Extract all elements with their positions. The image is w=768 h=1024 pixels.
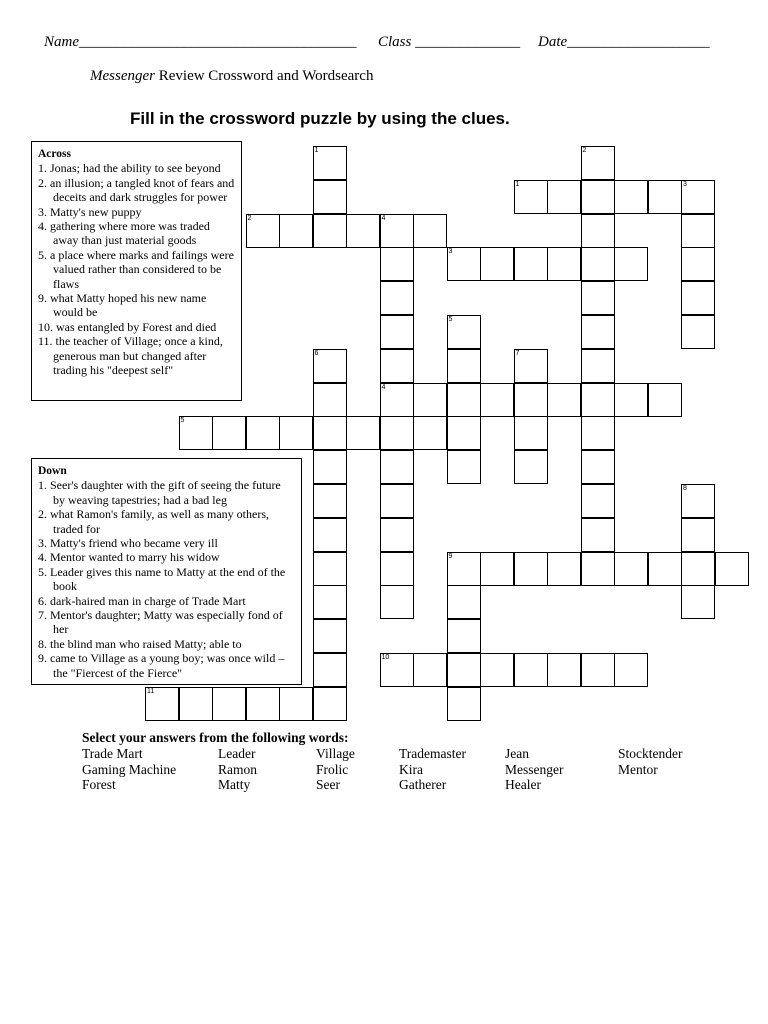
- crossword-cell[interactable]: [447, 383, 481, 417]
- crossword-cell[interactable]: [681, 552, 715, 586]
- down-clue-6: 6. dark-haired man in charge of Trade Mart: [38, 593, 246, 608]
- crossword-cell[interactable]: [313, 349, 347, 383]
- clue-number: 10: [381, 654, 390, 661]
- word-bank-item: Forest: [82, 777, 116, 792]
- crossword-cell[interactable]: [715, 552, 749, 586]
- word-bank-item: Village: [316, 746, 355, 761]
- crossword-cell[interactable]: [380, 247, 414, 281]
- word-bank-column-1: [82, 746, 176, 793]
- down-clue-2: 2. what Ramon's family, as well as many others, traded for: [38, 507, 270, 536]
- crossword-cell[interactable]: [447, 247, 481, 281]
- clue-number: 4: [381, 383, 386, 391]
- word-bank-item: Gaming Machine: [82, 761, 177, 777]
- word-bank-item: Jean: [505, 746, 529, 761]
- word-bank-item: Seer: [316, 777, 340, 792]
- crossword-cell[interactable]: [581, 180, 615, 214]
- crossword-cell[interactable]: [380, 383, 414, 417]
- crossword-cell[interactable]: [447, 315, 481, 349]
- down-clue-5: 5. Leader gives this name to Matty at the end of the book: [38, 564, 286, 594]
- crossword-cell[interactable]: [514, 247, 548, 281]
- crossword-cell[interactable]: [313, 687, 347, 721]
- crossword-cell[interactable]: [581, 349, 615, 383]
- crossword-cell[interactable]: [380, 450, 414, 484]
- crossword-cell[interactable]: [313, 450, 347, 484]
- crossword-cell[interactable]: [246, 416, 280, 450]
- class-field-label[interactable]: Class ______________: [378, 34, 521, 50]
- crossword-cell[interactable]: [279, 687, 313, 721]
- name-field-label[interactable]: Name_____________________________________: [44, 34, 357, 50]
- crossword-cell[interactable]: [581, 315, 615, 349]
- crossword-cell[interactable]: [380, 552, 414, 586]
- word-bank-item: Trademaster: [399, 746, 466, 761]
- word-bank-item: Frolic: [316, 761, 349, 777]
- down-clue-1: 1. Seer's daughter with the gift of seeing the future by weaving tapestries; had a bad leg: [38, 478, 281, 507]
- clue-number: 11: [147, 687, 155, 695]
- clue-number: 6: [314, 349, 319, 357]
- crossword-cell[interactable]: [614, 180, 648, 214]
- crossword-cell[interactable]: [447, 552, 481, 586]
- crossword-cell[interactable]: [447, 450, 481, 484]
- crossword-cell[interactable]: [447, 619, 481, 653]
- crossword-cell[interactable]: [413, 383, 447, 417]
- clue-number: 4: [381, 214, 386, 222]
- crossword-cell[interactable]: [447, 687, 481, 721]
- crossword-cell[interactable]: [681, 585, 715, 619]
- crossword-cell[interactable]: [547, 247, 581, 281]
- crossword-cell[interactable]: [648, 383, 682, 417]
- down-clue-8: 8. the blind man who raised Matty; able to: [38, 636, 242, 651]
- crossword-cell[interactable]: [514, 653, 548, 687]
- crossword-cell[interactable]: [514, 552, 548, 586]
- crossword-cell[interactable]: [514, 180, 548, 214]
- crossword-cell[interactable]: [246, 687, 280, 721]
- word-bank-item: Healer: [505, 777, 541, 792]
- word-bank-item: Ramon: [218, 761, 257, 777]
- down-clue-4: 4. Mentor wanted to marry his widow: [38, 550, 220, 565]
- crossword-cell[interactable]: [313, 585, 347, 619]
- clue-number: 5: [180, 417, 185, 425]
- across-clue-11: 11. the teacher of Village; once a kind, generous man but changed after trading his "deepest self": [38, 334, 223, 378]
- crossword-cell[interactable]: [413, 416, 447, 450]
- across-clue-3: 3. Matty's new puppy: [38, 204, 142, 219]
- word-bank-item: Kira: [399, 761, 423, 777]
- across-clue-1: 1. Jonas; had the ability to see beyond: [38, 161, 221, 176]
- crossword-cell[interactable]: [581, 383, 615, 417]
- crossword-cell[interactable]: [380, 518, 414, 552]
- crossword-cell[interactable]: [547, 180, 581, 214]
- crossword-cell[interactable]: [581, 247, 615, 281]
- crossword-cell[interactable]: [614, 383, 648, 417]
- crossword-cell[interactable]: [614, 552, 648, 586]
- clue-number: 3: [448, 248, 453, 256]
- crossword-cell[interactable]: [514, 416, 548, 450]
- across-clue-4: 4. gathering where more was traded away than just material goods: [38, 219, 210, 248]
- crossword-cell[interactable]: [346, 416, 380, 450]
- crossword-cell[interactable]: [581, 653, 615, 687]
- crossword-cell[interactable]: [614, 247, 648, 281]
- word-bank-item: Stocktender: [618, 746, 683, 761]
- crossword-cell[interactable]: [380, 315, 414, 349]
- crossword-cell[interactable]: [447, 653, 481, 687]
- crossword-cell[interactable]: [681, 518, 715, 552]
- across-clue-9: 9. what Matty hoped his new name would be: [38, 291, 207, 320]
- crossword-cell[interactable]: [614, 653, 648, 687]
- down-clues-box: [31, 458, 302, 685]
- crossword-cell[interactable]: [380, 281, 414, 315]
- crossword-cell[interactable]: [648, 180, 682, 214]
- crossword-cell[interactable]: [681, 315, 715, 349]
- crossword-cell[interactable]: [581, 416, 615, 450]
- crossword-cell[interactable]: [681, 247, 715, 281]
- crossword-cell[interactable]: [179, 687, 213, 721]
- word-bank-column-5: [505, 746, 563, 793]
- word-bank-column-6: [618, 746, 682, 777]
- crossword-cell[interactable]: [313, 180, 347, 214]
- crossword-cell[interactable]: [212, 687, 246, 721]
- crossword-cell[interactable]: [480, 552, 514, 586]
- clue-number: 2: [582, 147, 587, 154]
- crossword-cell[interactable]: [514, 349, 548, 383]
- crossword-cell[interactable]: [313, 383, 347, 417]
- crossword-cell[interactable]: [547, 552, 581, 586]
- crossword-cell[interactable]: [212, 416, 246, 450]
- word-bank-item: Matty: [218, 777, 251, 792]
- crossword-cell[interactable]: [447, 349, 481, 383]
- clue-number: 1: [314, 147, 319, 154]
- crossword-cell[interactable]: [581, 281, 615, 315]
- crossword-cell[interactable]: [581, 214, 615, 248]
- crossword-cell[interactable]: [145, 687, 179, 721]
- word-bank-column-2: [218, 746, 257, 793]
- crossword-cell[interactable]: [581, 146, 615, 180]
- crossword-cell[interactable]: [547, 653, 581, 687]
- down-heading: Down: [38, 465, 67, 477]
- across-clues-box: [31, 141, 242, 401]
- clue-number: 5: [448, 316, 453, 323]
- crossword-cell[interactable]: [179, 416, 213, 450]
- word-bank-item: Trade Mart: [82, 746, 143, 761]
- crossword-cell[interactable]: [313, 146, 347, 180]
- crossword-cell[interactable]: [313, 552, 347, 586]
- crossword-cell[interactable]: [380, 416, 414, 450]
- word-bank-title: Select your answers from the following words:: [82, 730, 349, 745]
- crossword-cell[interactable]: [413, 653, 447, 687]
- crossword-cell[interactable]: [681, 180, 715, 214]
- down-clue-3: 3. Matty's friend who became very ill: [38, 536, 218, 551]
- crossword-cell[interactable]: [581, 518, 615, 552]
- crossword-cell[interactable]: [581, 450, 615, 484]
- across-heading: Across: [38, 148, 72, 160]
- crossword-cell[interactable]: [246, 214, 280, 248]
- crossword-cell[interactable]: [681, 281, 715, 315]
- crossword-cell[interactable]: [447, 585, 481, 619]
- crossword-cell[interactable]: [581, 552, 615, 586]
- crossword-cell[interactable]: [313, 653, 347, 687]
- crossword-cell[interactable]: [380, 484, 414, 518]
- across-clue-2: 2. an illusion; a tangled knot of fears and deceits and dark struggles for power: [38, 175, 235, 205]
- subtitle-book-title: Messenger: [90, 68, 155, 84]
- word-bank-column-4: [399, 746, 466, 793]
- crossword-cell[interactable]: [313, 214, 347, 248]
- subtitle-rest: Review Crossword and Wordsearch: [154, 68, 374, 84]
- date-field-label[interactable]: Date___________________: [538, 34, 710, 50]
- clue-number: 7: [515, 349, 520, 357]
- crossword-cell[interactable]: [480, 653, 514, 687]
- crossword-cell[interactable]: [380, 349, 414, 383]
- clue-number: 9: [448, 552, 453, 560]
- crossword-cell[interactable]: [313, 619, 347, 653]
- crossword-cell[interactable]: [514, 450, 548, 484]
- crossword-cell[interactable]: [380, 585, 414, 619]
- across-clue-10: 10. was entangled by Forest and died: [38, 319, 217, 334]
- crossword-cell[interactable]: [313, 484, 347, 518]
- crossword-cell[interactable]: [279, 214, 313, 248]
- word-bank-column-3: [316, 746, 355, 793]
- instruction-heading: Fill in the crossword puzzle by using the clues.: [130, 109, 510, 128]
- crossword-cell[interactable]: [514, 383, 548, 417]
- across-clue-5: 5. a place where marks and failings were valued rather than considered to be flaws: [38, 247, 234, 291]
- crossword-cell[interactable]: [313, 518, 347, 552]
- crossword-cell[interactable]: [480, 383, 514, 417]
- crossword-cell[interactable]: [547, 383, 581, 417]
- crossword-cell[interactable]: [681, 214, 715, 248]
- crossword-cell[interactable]: [279, 416, 313, 450]
- crossword-cell[interactable]: [681, 484, 715, 518]
- crossword-cell[interactable]: [648, 552, 682, 586]
- crossword-cell[interactable]: [447, 416, 481, 450]
- crossword-cell[interactable]: [346, 214, 380, 248]
- down-clue-9: 9. came to Village as a young boy; was once wild – the "Fiercest of the Fierce": [38, 651, 285, 680]
- clue-number: 2: [247, 214, 252, 222]
- down-clue-7: 7. Mentor's daughter; Matty was especially fond of her: [38, 608, 283, 637]
- crossword-cell[interactable]: [413, 214, 447, 248]
- crossword-cell[interactable]: [480, 247, 514, 281]
- crossword-cell[interactable]: [380, 653, 414, 687]
- clue-number: 1: [515, 180, 520, 188]
- word-bank-item: Mentor: [618, 761, 658, 777]
- word-bank-item: Gatherer: [399, 777, 447, 792]
- clue-number: 3: [683, 180, 687, 188]
- crossword-cell[interactable]: [581, 484, 615, 518]
- crossword-cell[interactable]: [380, 214, 414, 248]
- crossword-cell[interactable]: [313, 416, 347, 450]
- word-bank-item: Leader: [218, 746, 256, 761]
- word-bank-item: Messenger: [505, 761, 564, 777]
- clue-number: 8: [683, 485, 687, 492]
